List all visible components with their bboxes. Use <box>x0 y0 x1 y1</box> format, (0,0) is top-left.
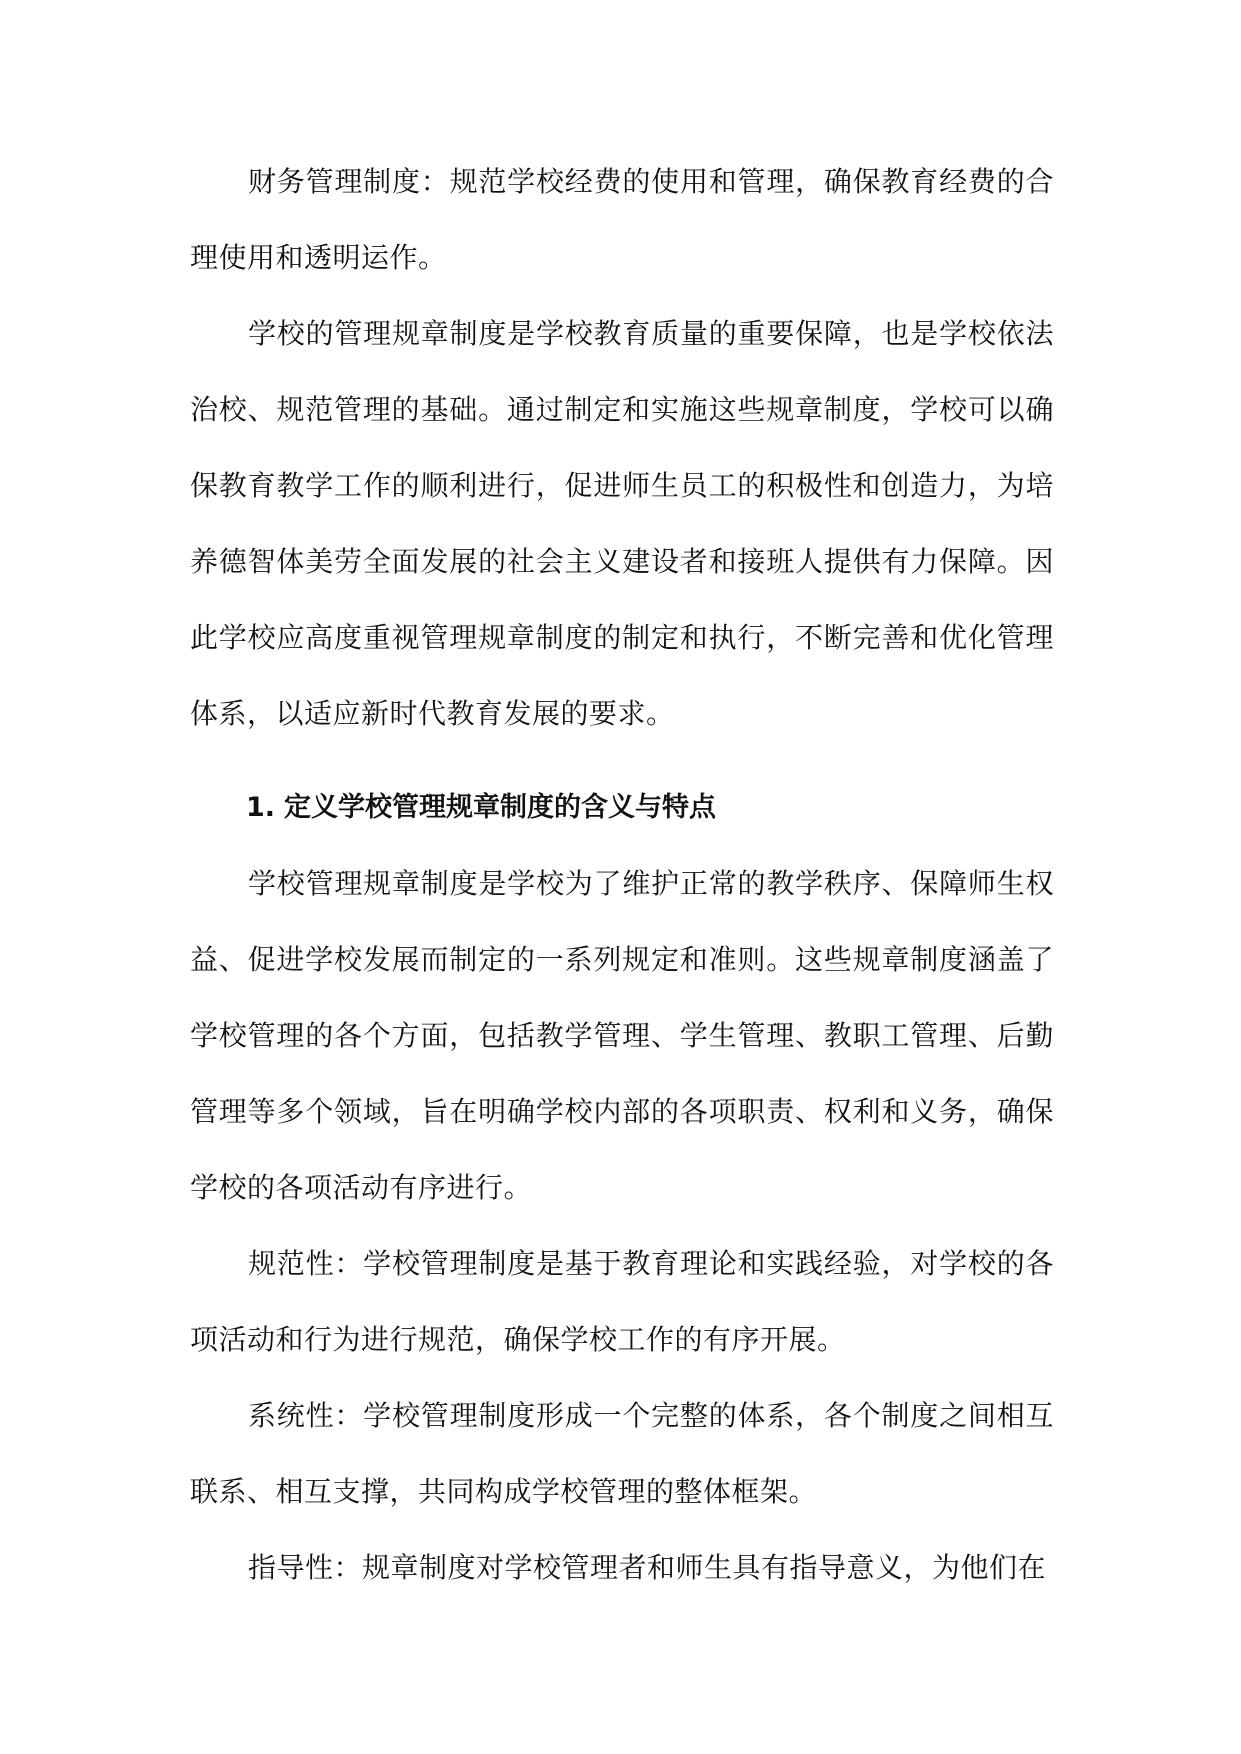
paragraph-finance-system: 财务管理制度：规范学校经费的使用和管理，确保教育经费的合理使用和透明运作。 <box>190 165 1054 274</box>
section-title: 定义学校管理规章制度的含义与特点 <box>284 792 716 823</box>
section-heading <box>190 770 1054 846</box>
paragraph-importance: 学校的管理规章制度是学校教育质量的重要保障，也是学校依法治校、规范管理的基础。通过制定和实施这些规章制度，学校可以确保教育教学工作的顺利进行，促进师生员工的积极性和创造力，为培养德智体美劳全面发展的社会主义建设者和接班人提供有力保障。因此学校应高度重视管理规章制度的制定和执行，不断完善和优化管理体系，以适应新时代教育发展的要求。 <box>190 317 1054 730</box>
paragraph-definition: 学校管理规章制度是学校为了维护正常的教学秩序、保障师生权益、促进学校发展而制定的一系列规定和准则。这些规章制度涵盖了学校管理的各个方面，包括教学管理、学生管理、教职工管理、后勤管理等多个领域，旨在明确学校内部的各项职责、权利和义务，确保学校的各项活动有序进行。 <box>190 867 1054 1204</box>
section-number: 1. <box>246 792 276 823</box>
paragraph-normative: 规范性：学校管理制度是基于教育理论和实践经验，对学校的各项活动和行为进行规范，确保学校工作的有序开展。 <box>190 1247 1054 1356</box>
paragraph-guidance: 指导性：规章制度对学校管理者和师生具有指导意义，为他们在 <box>248 1551 1047 1584</box>
paragraph-systematic: 系统性：学校管理制度形成一个完整的体系，各个制度之间相互联系、相互支撑，共同构成学校管理的整体框架。 <box>190 1399 1054 1508</box>
